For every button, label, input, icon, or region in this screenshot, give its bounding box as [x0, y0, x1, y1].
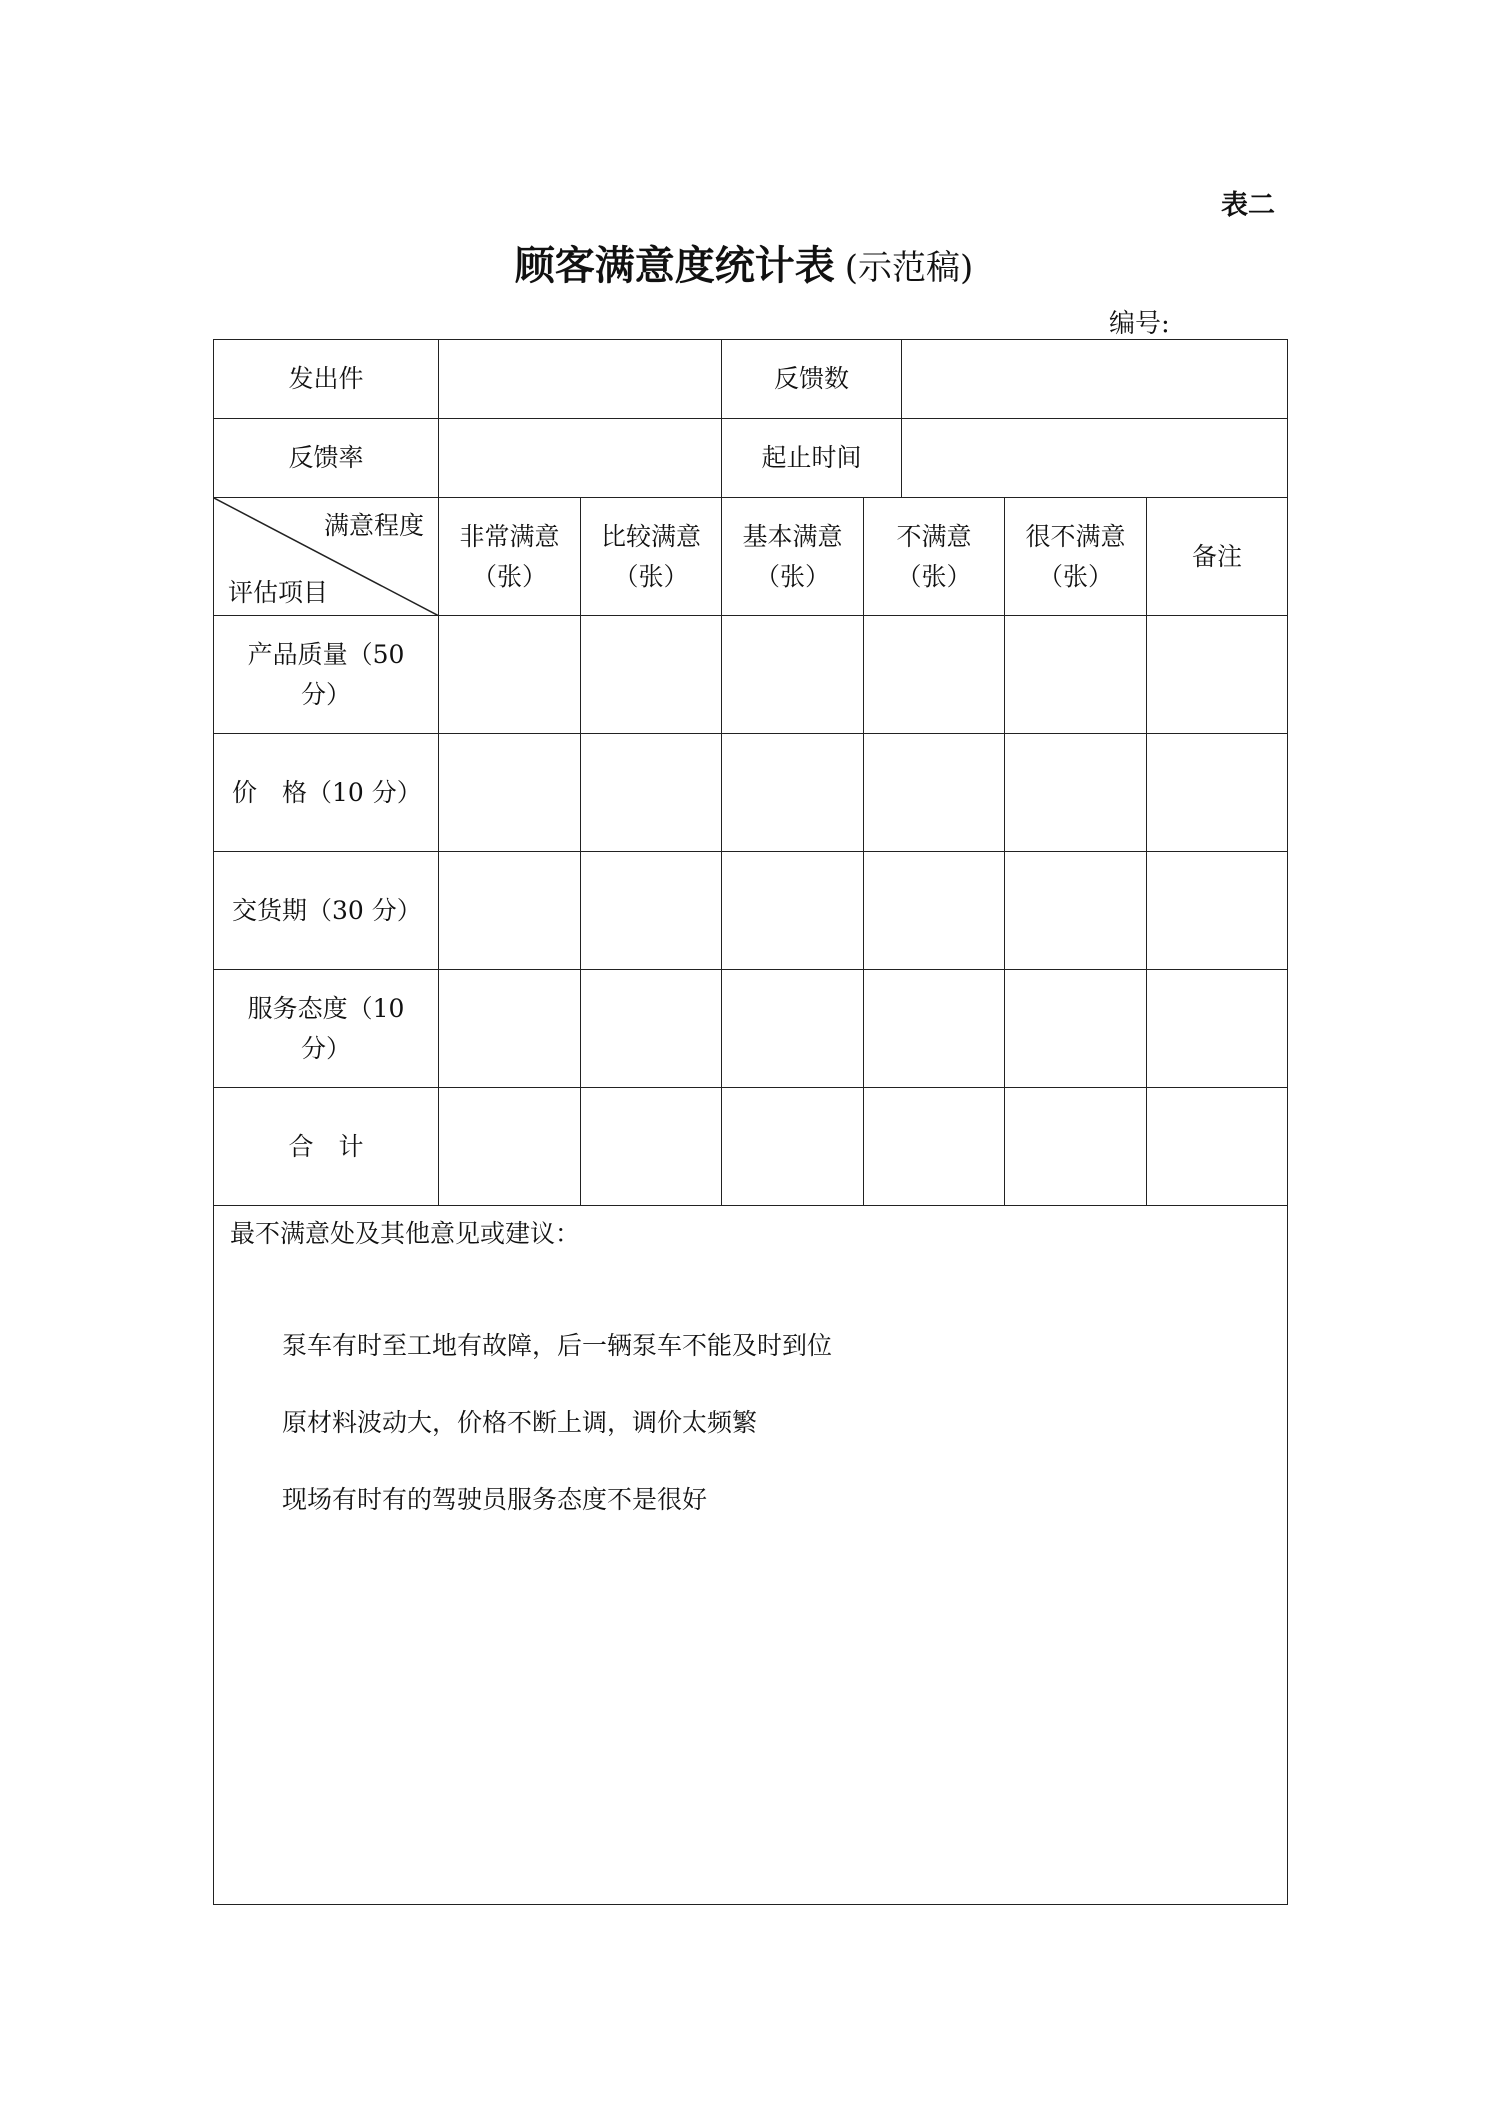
- entry-cell[interactable]: [581, 970, 722, 1087]
- info-value-field[interactable]: [902, 340, 1287, 418]
- entry-cell[interactable]: [439, 1088, 581, 1205]
- table-row: [214, 734, 1287, 852]
- info-row: [214, 419, 1287, 498]
- entry-cell[interactable]: [722, 734, 864, 851]
- column-header-line2: （张）: [1037, 561, 1113, 591]
- entry-cell[interactable]: [1147, 970, 1287, 1087]
- entry-cell[interactable]: [864, 734, 1005, 851]
- entry-cell[interactable]: [581, 1088, 722, 1205]
- column-header-line1: 非常满意: [459, 521, 560, 551]
- remarks-section: [214, 1206, 1287, 1903]
- entry-cell[interactable]: [722, 852, 864, 969]
- diagonal-header-cell: [214, 498, 439, 615]
- entry-cell[interactable]: [1005, 616, 1147, 733]
- table-row: [214, 852, 1287, 970]
- entry-cell[interactable]: [1005, 734, 1147, 851]
- item-label-line1: 产品质量（50: [247, 639, 405, 669]
- item-label-line1: 价 格（10 分）: [232, 777, 422, 807]
- column-header-line2: （张）: [896, 561, 972, 591]
- diag-bottom-label: 评估项目: [228, 578, 329, 607]
- entry-cell[interactable]: [1147, 1088, 1287, 1205]
- remark-line: 泵车有时至工地有故障，后一辆泵车不能及时到位: [282, 1331, 833, 1360]
- item-label-line2: 分）: [300, 1033, 351, 1063]
- column-header: [439, 498, 581, 615]
- info-value-field[interactable]: [902, 419, 1287, 497]
- remark-line: 现场有时有的驾驶员服务态度不是很好: [282, 1485, 708, 1514]
- page-label: 表二: [1221, 190, 1275, 221]
- entry-cell[interactable]: [439, 734, 581, 851]
- entry-cell[interactable]: [581, 734, 722, 851]
- title-note: (示范稿): [844, 248, 974, 288]
- info-value-field[interactable]: [439, 419, 722, 497]
- page-title: [0, 234, 1488, 291]
- entry-cell[interactable]: [1147, 616, 1287, 733]
- entry-cell[interactable]: [1005, 852, 1147, 969]
- column-header: [864, 498, 1005, 615]
- column-header: [1147, 498, 1287, 615]
- column-header-line1: 比较满意: [600, 521, 701, 551]
- survey-table: [213, 339, 1288, 1905]
- column-header-line1: 不满意: [896, 521, 972, 551]
- column-header: [722, 498, 864, 615]
- entry-cell[interactable]: [439, 970, 581, 1087]
- entry-cell[interactable]: [864, 852, 1005, 969]
- column-header-line1: 基本满意: [742, 521, 843, 551]
- item-label-line2: 分）: [300, 679, 351, 709]
- column-header: [1005, 498, 1147, 615]
- serial-label: 编号:: [1109, 309, 1170, 339]
- entry-cell[interactable]: [581, 616, 722, 733]
- remark-line: 原材料波动大，价格不断上调，调价太频繁: [282, 1408, 758, 1437]
- entry-cell[interactable]: [439, 852, 581, 969]
- entry-cell[interactable]: [864, 970, 1005, 1087]
- table-row: [214, 616, 1287, 734]
- entry-cell[interactable]: [722, 616, 864, 733]
- info-value-field[interactable]: [439, 340, 722, 418]
- table-row: [214, 970, 1287, 1088]
- info-label: 起止时间: [722, 419, 902, 497]
- entry-cell[interactable]: [864, 1088, 1005, 1205]
- table-row: [214, 1088, 1287, 1206]
- entry-cell[interactable]: [1147, 734, 1287, 851]
- diag-top-label: 满意程度: [323, 511, 424, 540]
- item-label: [214, 1088, 439, 1205]
- info-row: [214, 340, 1287, 419]
- item-label: [214, 734, 439, 851]
- info-label: 反馈数: [722, 340, 902, 418]
- entry-cell[interactable]: [864, 616, 1005, 733]
- entry-cell[interactable]: [722, 970, 864, 1087]
- column-header-line2: （张）: [471, 561, 547, 591]
- info-label: 反馈率: [214, 419, 439, 497]
- entry-cell[interactable]: [1005, 970, 1147, 1087]
- item-label-line1: 服务态度（10: [247, 993, 405, 1023]
- column-header-line2: （张）: [754, 561, 830, 591]
- item-label: [214, 616, 439, 733]
- title-text: 顾客满意度统计表: [514, 242, 835, 289]
- remarks-heading: 最不满意处及其他意见或建议：: [230, 1219, 581, 1248]
- column-header: [581, 498, 722, 615]
- item-label: [214, 852, 439, 969]
- header-row: [214, 498, 1287, 616]
- entry-cell[interactable]: [722, 1088, 864, 1205]
- column-header-line1: 很不满意: [1025, 521, 1126, 551]
- column-header-line2: （张）: [613, 561, 689, 591]
- info-label: 发出件: [214, 340, 439, 418]
- item-label-line1: 交货期（30 分）: [232, 895, 422, 925]
- item-label-line1: 合 计: [288, 1131, 364, 1161]
- entry-cell[interactable]: [439, 616, 581, 733]
- column-header-line1: 备注: [1191, 541, 1242, 571]
- entry-cell[interactable]: [1005, 1088, 1147, 1205]
- item-label: [214, 970, 439, 1087]
- entry-cell[interactable]: [1147, 852, 1287, 969]
- entry-cell[interactable]: [581, 852, 722, 969]
